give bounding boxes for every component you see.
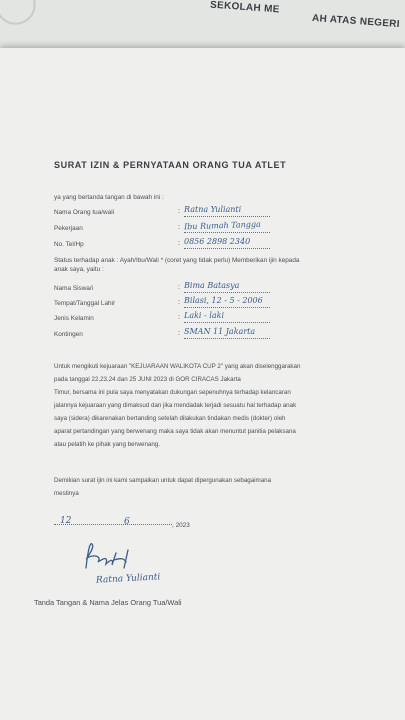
background-header-left: SEKOLAH ME	[209, 0, 280, 16]
colon: :	[178, 208, 180, 215]
gender-label: Jenis Kelamin	[54, 315, 94, 322]
date-year: , 2023	[172, 522, 190, 529]
fill-line	[184, 292, 270, 293]
seal-icon	[0, 0, 37, 26]
paragraph-statement: Timur, bersama ini pula saya menyatakan dukungan sepenuhnya terhadap kelancaran jalannya kejuaraan yang dimaksud dan jika mendadak terjadi sesuatu hal terhadap anak saya (sidera) dikarenakan bertanding setelah dilakukan tindakan medis (dokter) oleh aparat pertandingan yang berwenang maka saya tidak akan menuntut panitia pelaksana atau pelatih ke pihak yang berwenang.	[54, 389, 297, 448]
contingent-value: SMAN 11 Jakarta	[184, 327, 256, 336]
paragraph-event: Untuk mengikuti kejuaraan "KEJUARAAN WALIKOTA CUP 2" yang akan diselenggarakan pada tanggal 22,23,24 dan 25 JUNI 2023 di GOR CIRACAS Jakarta	[54, 363, 301, 383]
parent-name-value: Ratna Yulianti	[184, 205, 242, 214]
birth-place-date-value: Bilasi, 12 - 5 - 2006	[184, 296, 263, 305]
fill-line	[184, 338, 270, 339]
colon: :	[178, 330, 180, 337]
status-line-2: anak saya, yaitu :	[54, 266, 104, 273]
colon: :	[178, 299, 180, 306]
date-day: 12	[60, 516, 72, 526]
signature-scribble	[80, 538, 140, 576]
fill-line	[184, 248, 270, 249]
contingent-label: Kontingen	[54, 331, 83, 338]
parent-occupation-value: Ibu Rumah Tangga	[183, 219, 261, 232]
fill-line	[184, 216, 270, 217]
birth-place-date-label: Tempat/Tanggal Lahir	[54, 300, 116, 307]
date-month: 6	[124, 517, 130, 527]
fill-line	[184, 307, 270, 308]
parent-phone-label: No. Tel/Hp	[54, 241, 84, 248]
parent-name-label: Nama Orang tua/wali	[54, 209, 115, 216]
form-title: SURAT IZIN & PERNYATAAN ORANG TUA ATLET	[54, 160, 287, 170]
colon: :	[178, 284, 180, 291]
child-name-value: Bima Batasya	[184, 281, 240, 290]
parent-phone-value: 0856 2898 2340	[184, 237, 251, 246]
colon: :	[178, 314, 180, 321]
status-line-1: Status terhadap anak : Ayah/Ibu/Wali * (coret yang tidak perlu) Memberikan ijin kepada	[54, 257, 300, 264]
paragraph-closing: Demikian surat ijin ini kami sampaikan untuk dapat dipergunakan sebagaimana mestinya	[54, 477, 272, 497]
gender-value: Laki - laki	[184, 311, 225, 320]
colon: :	[178, 224, 180, 231]
fill-line	[184, 322, 270, 323]
background-header-right: AH ATAS NEGERI	[311, 12, 401, 31]
colon: :	[178, 240, 180, 247]
fill-line	[184, 232, 270, 233]
form-intro: ya yang bertanda tangan di bawah ini :	[54, 194, 164, 201]
date-line	[54, 524, 172, 525]
parent-occupation-label: Pekerjaan	[54, 225, 83, 232]
signature-caption: Tanda Tangan & Nama Jelas Orang Tua/Wali	[34, 598, 182, 607]
signature-handwritten-name: Ratna Yulianti	[95, 572, 161, 586]
child-name-label: Nama Siswa/i	[54, 285, 94, 292]
